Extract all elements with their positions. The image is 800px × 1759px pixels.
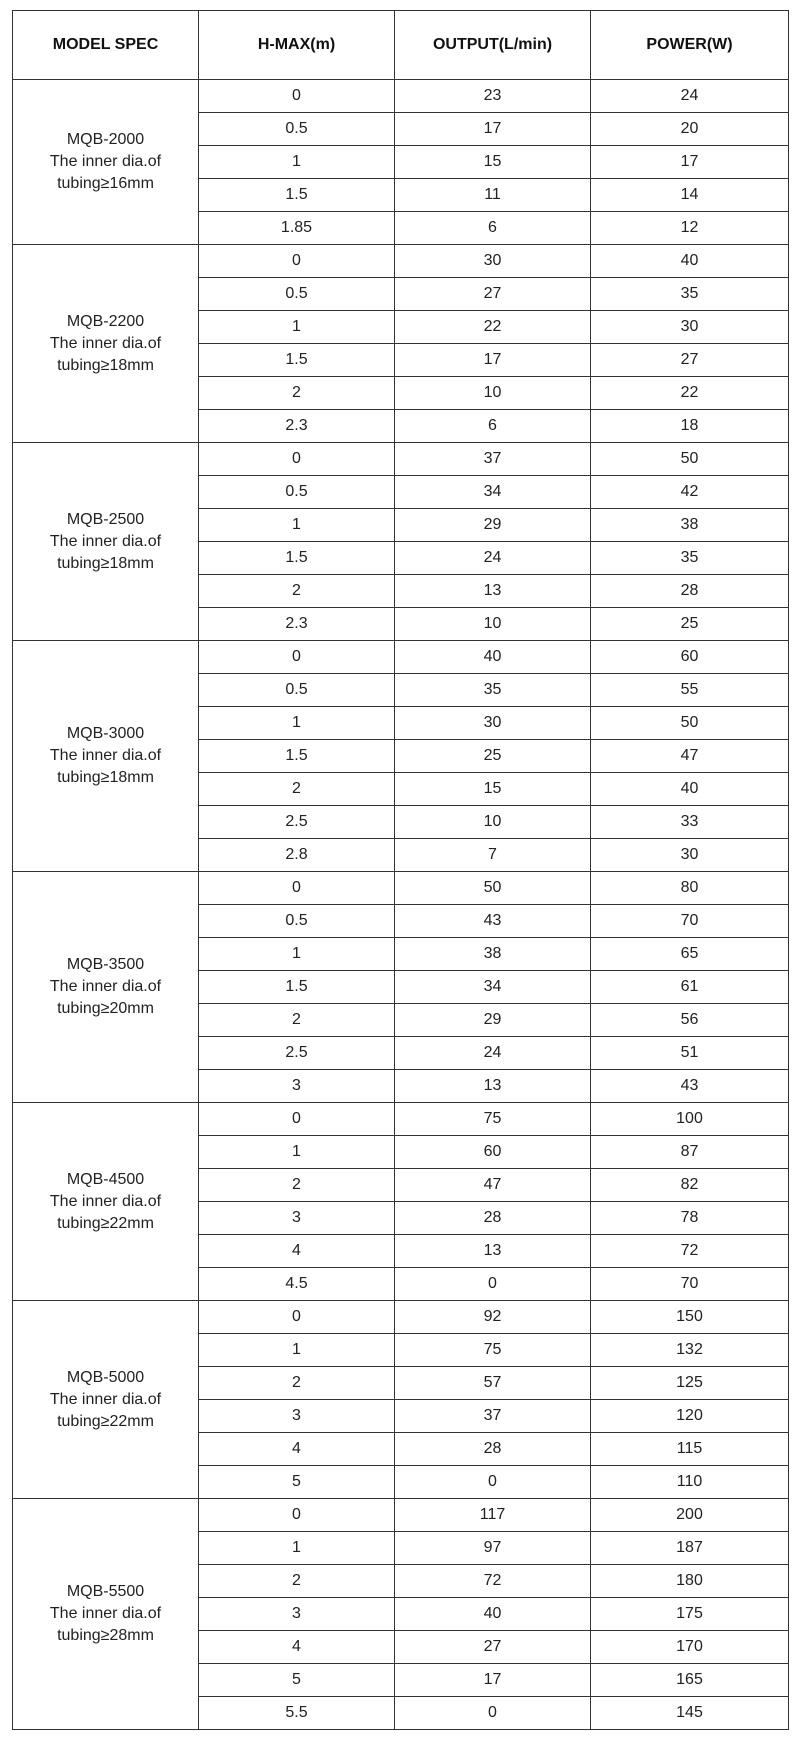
table-row (13, 1301, 789, 1334)
h-max-cell: 1 (199, 509, 395, 542)
model-tubing-note: tubing≥18mm (57, 356, 154, 374)
power-cell: 56 (591, 1004, 789, 1037)
h-max-cell: 2 (199, 1169, 395, 1202)
h-max-cell: 4.5 (199, 1268, 395, 1301)
header-power: POWER(W) (591, 11, 789, 80)
power-cell: 70 (591, 1268, 789, 1301)
power-cell: 51 (591, 1037, 789, 1070)
output-cell: 10 (395, 608, 591, 641)
power-cell: 170 (591, 1631, 789, 1664)
h-max-cell: 2 (199, 575, 395, 608)
h-max-cell: 0.5 (199, 905, 395, 938)
output-cell: 30 (395, 707, 591, 740)
model-tubing-note: The inner dia.of (49, 153, 162, 170)
h-max-cell: 1 (199, 1136, 395, 1169)
h-max-cell: 1.5 (199, 740, 395, 773)
h-max-cell: 5 (199, 1664, 395, 1697)
model-spec-cell (13, 641, 199, 872)
table-row (13, 1499, 789, 1532)
output-cell: 34 (395, 971, 591, 1004)
h-max-cell: 0 (199, 1103, 395, 1136)
model-spec-cell (13, 245, 199, 443)
power-cell: 24 (591, 80, 789, 113)
h-max-cell: 2.5 (199, 806, 395, 839)
power-cell: 61 (591, 971, 789, 1004)
output-cell: 7 (395, 839, 591, 872)
power-cell: 33 (591, 806, 789, 839)
power-cell: 100 (591, 1103, 789, 1136)
model-tubing-note: tubing≥18mm (57, 769, 154, 786)
h-max-cell: 1 (199, 311, 395, 344)
power-cell: 20 (591, 113, 789, 146)
output-cell: 50 (395, 872, 591, 905)
h-max-cell: 1 (199, 938, 395, 971)
output-cell: 15 (395, 146, 591, 179)
output-cell: 11 (395, 179, 591, 212)
output-cell: 29 (395, 1004, 591, 1037)
model-name: MQB-2200 (66, 312, 145, 330)
output-cell: 30 (395, 245, 591, 278)
output-cell: 34 (395, 476, 591, 509)
h-max-cell: 1.5 (199, 179, 395, 212)
power-cell: 80 (591, 872, 789, 905)
output-cell: 13 (395, 1070, 591, 1103)
output-cell: 75 (395, 1103, 591, 1136)
model-spec-cell (13, 443, 199, 641)
power-cell: 72 (591, 1235, 789, 1268)
h-max-cell: 2.8 (199, 839, 395, 872)
h-max-cell: 0 (199, 872, 395, 905)
h-max-cell: 0.5 (199, 113, 395, 146)
power-cell: 78 (591, 1202, 789, 1235)
power-cell: 187 (591, 1532, 789, 1565)
output-cell: 17 (395, 113, 591, 146)
model-tubing-note: The inner dia.of (49, 334, 162, 352)
table-body (13, 80, 789, 1730)
power-cell: 115 (591, 1433, 789, 1466)
power-cell: 35 (591, 542, 789, 575)
h-max-cell: 0 (199, 1499, 395, 1532)
power-cell: 40 (591, 245, 789, 278)
model-spec-cell (13, 872, 199, 1103)
header-h-max: H-MAX(m) (199, 11, 395, 80)
output-cell: 47 (395, 1169, 591, 1202)
power-cell: 70 (591, 905, 789, 938)
output-cell: 97 (395, 1532, 591, 1565)
model-tubing-note: The inner dia.of (49, 747, 162, 764)
power-cell: 47 (591, 740, 789, 773)
output-cell: 27 (395, 1631, 591, 1664)
output-cell: 6 (395, 410, 591, 443)
model-name: MQB-5000 (66, 1368, 145, 1386)
power-cell: 28 (591, 575, 789, 608)
output-cell: 40 (395, 641, 591, 674)
model-tubing-note: The inner dia.of (49, 1192, 162, 1210)
h-max-cell: 2.5 (199, 1037, 395, 1070)
power-cell: 165 (591, 1664, 789, 1697)
output-cell: 13 (395, 575, 591, 608)
output-cell: 92 (395, 1301, 591, 1334)
output-cell: 72 (395, 1565, 591, 1598)
header-model-spec: MODEL SPEC (13, 11, 199, 80)
h-max-cell: 2 (199, 1565, 395, 1598)
h-max-cell: 2 (199, 773, 395, 806)
power-cell: 14 (591, 179, 789, 212)
output-cell: 25 (395, 740, 591, 773)
power-cell: 27 (591, 344, 789, 377)
model-name: MQB-2000 (66, 131, 145, 148)
output-cell: 17 (395, 344, 591, 377)
output-cell: 15 (395, 773, 591, 806)
output-cell: 38 (395, 938, 591, 971)
h-max-cell: 0 (199, 443, 395, 476)
h-max-cell: 2.3 (199, 410, 395, 443)
model-name: MQB-4500 (66, 1170, 145, 1188)
power-cell: 50 (591, 707, 789, 740)
power-cell: 120 (591, 1400, 789, 1433)
table-row (13, 80, 789, 113)
model-spec-cell (13, 1103, 199, 1301)
model-tubing-note: The inner dia.of (49, 1605, 162, 1622)
table-row (13, 1103, 789, 1136)
model-tubing-note: tubing≥18mm (57, 554, 154, 572)
model-tubing-note: tubing≥16mm (57, 175, 154, 192)
power-cell: 38 (591, 509, 789, 542)
output-cell: 17 (395, 1664, 591, 1697)
power-cell: 12 (591, 212, 789, 245)
h-max-cell: 2 (199, 377, 395, 410)
output-cell: 40 (395, 1598, 591, 1631)
model-tubing-note: The inner dia.of (49, 978, 162, 995)
power-cell: 200 (591, 1499, 789, 1532)
h-max-cell: 1.5 (199, 542, 395, 575)
h-max-cell: 3 (199, 1202, 395, 1235)
output-cell: 23 (395, 80, 591, 113)
output-cell: 37 (395, 1400, 591, 1433)
h-max-cell: 2.3 (199, 608, 395, 641)
h-max-cell: 0.5 (199, 674, 395, 707)
h-max-cell: 1 (199, 1532, 395, 1565)
h-max-cell: 5.5 (199, 1697, 395, 1730)
output-cell: 37 (395, 443, 591, 476)
model-name: MQB-5500 (66, 1583, 145, 1600)
h-max-cell: 2 (199, 1367, 395, 1400)
model-name: MQB-3500 (66, 956, 145, 973)
power-cell: 125 (591, 1367, 789, 1400)
output-cell: 0 (395, 1466, 591, 1499)
power-cell: 132 (591, 1334, 789, 1367)
h-max-cell: 4 (199, 1235, 395, 1268)
output-cell: 6 (395, 212, 591, 245)
output-cell: 117 (395, 1499, 591, 1532)
power-cell: 35 (591, 278, 789, 311)
h-max-cell: 3 (199, 1400, 395, 1433)
h-max-cell: 4 (199, 1631, 395, 1664)
output-cell: 57 (395, 1367, 591, 1400)
model-spec-cell (13, 1301, 199, 1499)
header-output: OUTPUT(L/min) (395, 11, 591, 80)
h-max-cell: 1 (199, 1334, 395, 1367)
output-cell: 29 (395, 509, 591, 542)
model-tubing-note: The inner dia.of (49, 532, 162, 550)
output-cell: 0 (395, 1268, 591, 1301)
h-max-cell: 1.5 (199, 344, 395, 377)
output-cell: 75 (395, 1334, 591, 1367)
model-spec-cell (13, 1499, 199, 1730)
output-cell: 24 (395, 1037, 591, 1070)
output-cell: 27 (395, 278, 591, 311)
model-tubing-note: tubing≥22mm (57, 1214, 154, 1232)
h-max-cell: 1 (199, 707, 395, 740)
power-cell: 50 (591, 443, 789, 476)
h-max-cell: 1 (199, 146, 395, 179)
h-max-cell: 1.5 (199, 971, 395, 1004)
h-max-cell: 0 (199, 641, 395, 674)
header-row (13, 11, 789, 80)
power-cell: 30 (591, 311, 789, 344)
output-cell: 13 (395, 1235, 591, 1268)
h-max-cell: 1.85 (199, 212, 395, 245)
model-tubing-note: tubing≥28mm (57, 1627, 154, 1644)
power-cell: 145 (591, 1697, 789, 1730)
table-row (13, 872, 789, 905)
h-max-cell: 0.5 (199, 278, 395, 311)
model-tubing-note: The inner dia.of (49, 1390, 162, 1408)
model-name: MQB-2500 (66, 510, 145, 528)
output-cell: 43 (395, 905, 591, 938)
pump-spec-table (12, 10, 789, 1730)
output-cell: 22 (395, 311, 591, 344)
power-cell: 25 (591, 608, 789, 641)
power-cell: 150 (591, 1301, 789, 1334)
h-max-cell: 0.5 (199, 476, 395, 509)
power-cell: 22 (591, 377, 789, 410)
output-cell: 28 (395, 1202, 591, 1235)
power-cell: 65 (591, 938, 789, 971)
model-tubing-note: tubing≥22mm (57, 1412, 154, 1430)
power-cell: 40 (591, 773, 789, 806)
h-max-cell: 0 (199, 80, 395, 113)
table-row (13, 245, 789, 278)
power-cell: 30 (591, 839, 789, 872)
output-cell: 0 (395, 1697, 591, 1730)
power-cell: 55 (591, 674, 789, 707)
power-cell: 110 (591, 1466, 789, 1499)
power-cell: 175 (591, 1598, 789, 1631)
power-cell: 42 (591, 476, 789, 509)
output-cell: 10 (395, 377, 591, 410)
output-cell: 60 (395, 1136, 591, 1169)
h-max-cell: 0 (199, 1301, 395, 1334)
h-max-cell: 4 (199, 1433, 395, 1466)
model-spec-cell (13, 80, 199, 245)
model-name: MQB-3000 (66, 725, 145, 742)
power-cell: 17 (591, 146, 789, 179)
power-cell: 82 (591, 1169, 789, 1202)
output-cell: 28 (395, 1433, 591, 1466)
power-cell: 87 (591, 1136, 789, 1169)
power-cell: 180 (591, 1565, 789, 1598)
h-max-cell: 3 (199, 1598, 395, 1631)
h-max-cell: 2 (199, 1004, 395, 1037)
h-max-cell: 3 (199, 1070, 395, 1103)
power-cell: 60 (591, 641, 789, 674)
h-max-cell: 0 (199, 245, 395, 278)
model-tubing-note: tubing≥20mm (57, 1000, 154, 1017)
power-cell: 43 (591, 1070, 789, 1103)
h-max-cell: 5 (199, 1466, 395, 1499)
output-cell: 10 (395, 806, 591, 839)
output-cell: 35 (395, 674, 591, 707)
table-row (13, 641, 789, 674)
power-cell: 18 (591, 410, 789, 443)
table-row (13, 443, 789, 476)
output-cell: 24 (395, 542, 591, 575)
